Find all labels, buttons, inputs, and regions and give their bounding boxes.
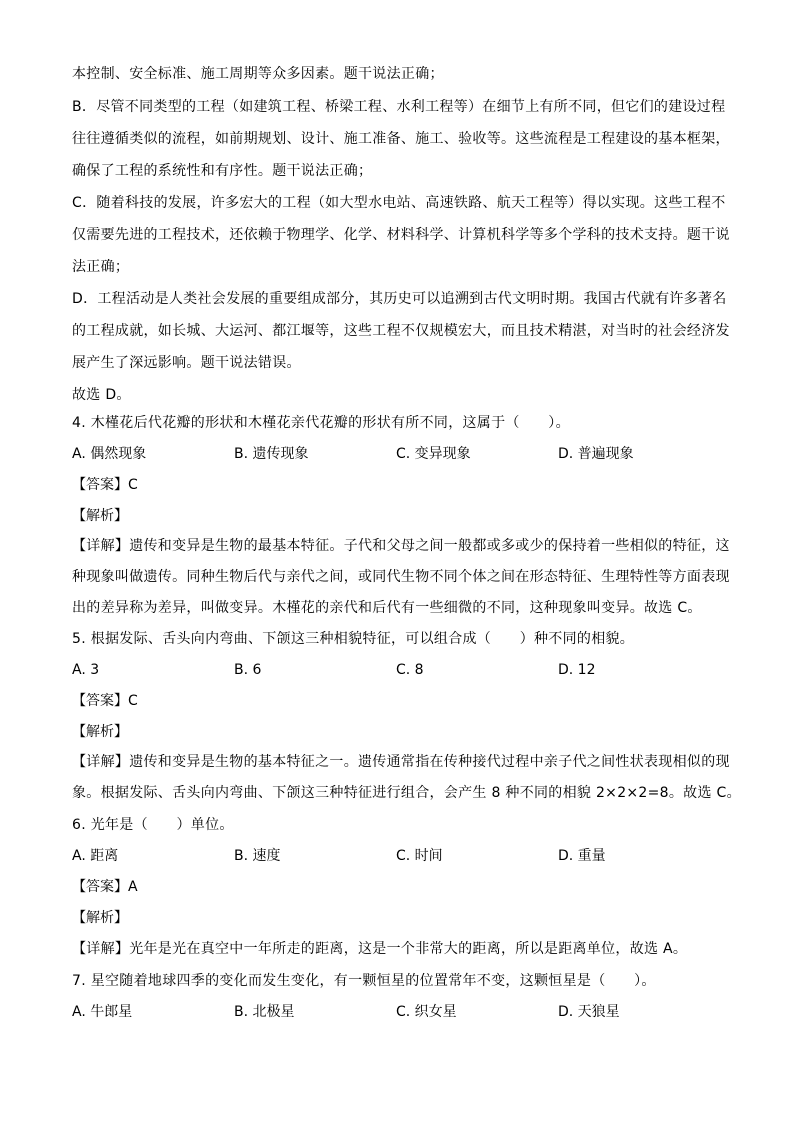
question-stem: 7. 星空随着地球四季的变化而发生变化，有一颗恒星的位置常年不变，这颗恒星是（ ）。 [72, 973, 656, 989]
option-a: A. 偶然现象 [72, 446, 147, 462]
answer-line: 【答案】A [72, 879, 138, 895]
option-b: B. 速度 [234, 848, 281, 864]
option-c: C. 时间 [396, 848, 443, 864]
detail-line: 象。根据发际、舌头向内弯曲、下颌这三种特征进行组合，会产生 8 种不同的相貌 2×2×2=8。故选 C。 [72, 785, 741, 801]
option-a: A. 3 [72, 662, 100, 678]
text-line: 本控制、安全标准、施工周期等众多因素。题干说法正确； [72, 66, 444, 82]
text-line: 确保了工程的系统性和有序性。题干说法正确； [72, 163, 373, 179]
option-d: D. 天狼星 [558, 1004, 620, 1020]
option-b: B. 6 [234, 662, 262, 678]
text-line: D．工程活动是人类社会发展的重要组成部分，其历史可以追溯到古代文明时期。我国古代就有许多著名 [72, 291, 727, 307]
option-c: C. 变异现象 [396, 446, 471, 462]
option-c: C. 8 [396, 662, 424, 678]
text-line: C．随着科技的发展，许多宏大的工程（如大型水电站、高速铁路、航天工程等）得以实现。这些工程不 [72, 195, 726, 211]
text-line: 故选 D。 [72, 387, 131, 403]
option-a: A. 距离 [72, 848, 119, 864]
analysis-tag: 【解析】 [72, 910, 128, 926]
analysis-tag: 【解析】 [72, 724, 128, 740]
answer-line: 【答案】C [72, 693, 138, 709]
option-d: D. 普遍现象 [558, 446, 634, 462]
analysis-tag: 【解析】 [72, 508, 128, 524]
detail-line: 种现象叫做遗传。同种生物后代与亲代之间，或同代生物不同个体之间在形态特征、生理特性等方面表现 [72, 569, 730, 585]
option-d: D. 重量 [558, 848, 606, 864]
detail-line: 【详解】光年是光在真空中一年所走的距离，这是一个非常大的距离，所以是距离单位，故选 A。 [72, 941, 688, 957]
answer-line: 【答案】C [72, 477, 138, 493]
question-stem: 6. 光年是（ ）单位。 [72, 817, 234, 833]
text-line: 的工程成就，如长城、大运河、都江堰等，这些工程不仅规模宏大，而且技术精湛，对当时的社会经济发 [72, 323, 730, 339]
option-c: C. 织女星 [396, 1004, 457, 1020]
text-line: B．尽管不同类型的工程（如建筑工程、桥梁工程、水利工程等）在细节上有所不同，但它们的建设过程 [72, 99, 726, 115]
text-line: 展产生了深远影响。题干说法错误。 [72, 355, 301, 371]
text-line: 仅需要先进的工程技术，还依赖于物理学、化学、材料科学、计算机科学等多个学科的技术支持。题干说 [72, 227, 730, 243]
detail-line: 出的差异称为差异，叫做变异。木槿花的亲代和后代有一些细微的不同，这种现象叫变异。故选 C。 [72, 600, 702, 616]
question-stem: 5. 根据发际、舌头向内弯曲、下颌这三种相貌特征，可以组合成（ ）种不同的相貌。 [72, 631, 635, 647]
text-line: 往往遵循类似的流程，如前期规划、设计、施工准备、施工、验收等。这些流程是工程建设的基本框架， [72, 131, 730, 147]
option-b: B. 遗传现象 [234, 446, 309, 462]
option-d: D. 12 [558, 662, 596, 678]
detail-line: 【详解】遗传和变异是生物的最基本特征。子代和父母之间一般都或多或少的保持着一些相似的特征，这 [72, 538, 730, 554]
detail-line: 【详解】遗传和变异是生物的基本特征之一。遗传通常指在传种接代过程中亲子代之间性状表现相似的现 [72, 754, 730, 770]
question-stem: 4. 木槿花后代花瓣的形状和木槿花亲代花瓣的形状有所不同，这属于（ ）。 [72, 415, 570, 431]
option-b: B. 北极星 [234, 1004, 295, 1020]
option-a: A. 牛郎星 [72, 1004, 133, 1020]
text-line: 法正确； [72, 259, 130, 275]
